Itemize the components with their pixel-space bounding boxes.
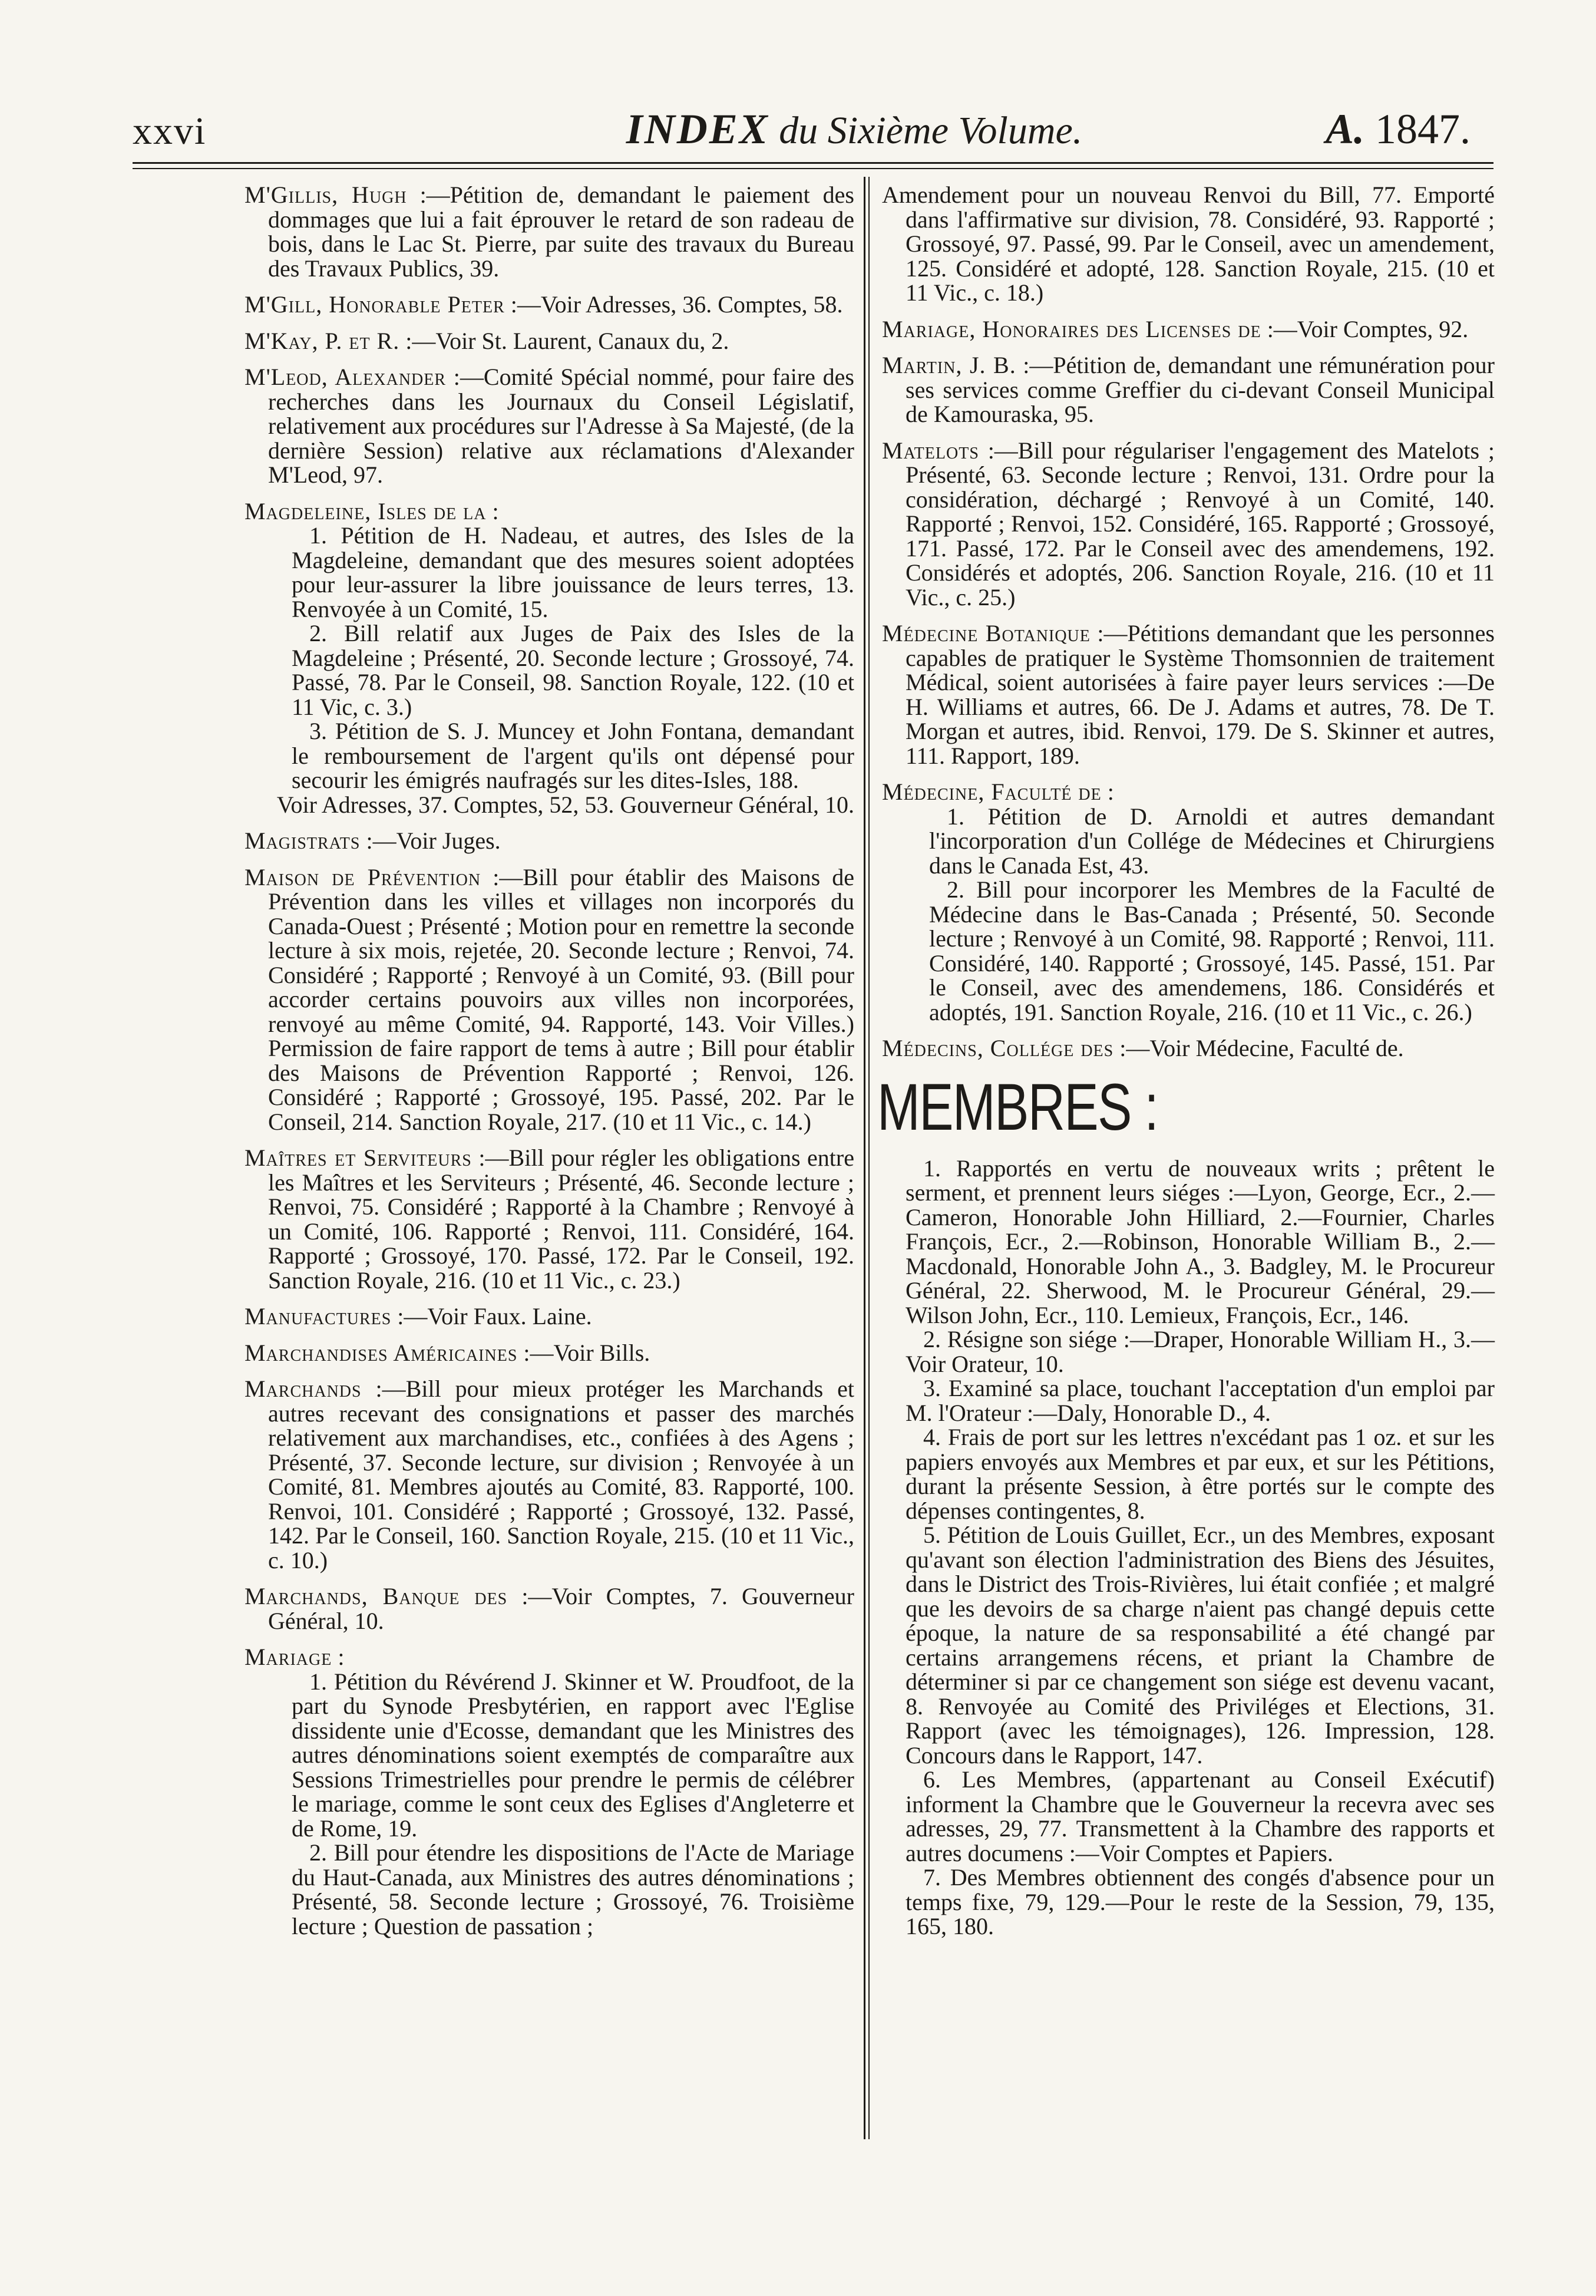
entry-heading: Maison de Prévention — [244, 863, 481, 890]
index-entry — [244, 183, 854, 281]
entry-text: :—Pétition de, demandant le paiement des dommages que lui a fait éprouver le retard de son radeau de bois, dans le Lac St. Pierre, par suite des travaux du Bureau des Travaux Publics, 39. — [268, 182, 854, 282]
sub-entry: 2. Bill pour incorporer les Membres de la Faculté de Médecine dans le Bas-Canada ; Présenté, 50. Seconde lecture ; Renvoyé à un Comité, 98. Rapporté ; Renvoi, 111. Considéré, 140. Rapporté ; Grossoyé, 145. Passé, 151. Par le Conseil, avec des amendemens, 186. Considérés et adoptés, 191. Sanction Royale, 216. (10 et 11 Vic., c. 26.) — [929, 876, 1495, 1025]
entry-heading: M'Leod, Alexander — [244, 364, 447, 390]
index-entry — [244, 1645, 854, 1938]
entry-text: :—Voir Adresses, 36. Comptes, 58. — [504, 291, 843, 318]
sub-entry: 2. Bill pour étendre les dispositions de l'Acte de Mariage du Haut-Canada, aux Ministres des autres dénominations ; Présenté, 58. Seconde lecture ; Grossoyé, 76. Troisième lecture ; Question de passation ; — [292, 1839, 854, 1939]
entry-heading: Mariage, Honoraires des Licenses de — [882, 315, 1261, 342]
entry-heading: Médecine, Faculté de — [882, 778, 1102, 805]
right-column-entries — [882, 183, 1495, 1061]
membres-items — [882, 1156, 1495, 1939]
index-entry — [244, 865, 854, 1134]
running-header — [0, 0, 1596, 165]
column-divider — [864, 177, 865, 2139]
index-entry — [882, 317, 1495, 342]
entry-text: :—Voir Comptes, 7. Gouverneur Général, 10. — [268, 1583, 855, 1634]
membres-item: 7. Des Membres obtiennent des congés d'absence pour un temps fixe, 79, 129.—Pour le reste de la Session, 79, 135, 165, 180. — [906, 1864, 1495, 1939]
index-entry — [244, 1377, 854, 1572]
entry-heading: M'Kay, P. et R. — [244, 327, 400, 354]
entry-text: :—Bill pour mieux protéger les Marchands et autres recevant des consignations et passer des marchés relativement aux marchandises, etc., confiées à des Agens ; Présenté, 37. Seconde lecture, sur division ; Renvoyée à un Comité, 81. Membres ajoutés au Comité, 83. Rapporté, 100. Renvoi, 101. Considéré ; Rapporté ; Grossoyé, 132. Passé, 142. Par le Conseil, 160. Sanction Royale, 215. (10 et 11 Vic., c. 10.) — [268, 1375, 854, 1573]
index-entry — [244, 1146, 854, 1292]
entry-text: :—Pétition de, demandant une rémunération pour ses services comme Greffier du ci-devant Conseil Municipal de Kamouraska, 95. — [906, 352, 1495, 427]
entry-text: :—Voir Médecine, Faculté de. — [1113, 1035, 1404, 1061]
membres-item: 6. Les Membres, (appartenant au Conseil Exécutif) informent la Chambre que le Gouverneur la recevra avec ses adresses, 29, 77. Transmettent à la Chambre des rapports et autres documens :—Voir Comptes et Papiers. — [906, 1766, 1495, 1866]
entry-text: :—Voir Juges. — [360, 827, 501, 854]
entry-text: : — [1101, 778, 1114, 805]
running-title — [589, 105, 1119, 154]
index-entry — [244, 1341, 854, 1365]
index-entry — [244, 1304, 854, 1329]
sub-entry: 2. Bill relatif aux Juges de Paix des Isles de la Magdeleine ; Présenté, 20. Seconde lecture ; Grossoyé, 74. Passé, 78. Par le Conseil, 98. Sanction Royale, 122. (10 et 11 Vic, c. 3.) — [292, 620, 854, 720]
membres-heading: MEMBRES : — [877, 1070, 1158, 1144]
letter-year — [1326, 105, 1471, 154]
membres-item: 4. Frais de port sur les lettres n'excédant pas 1 oz. et sur les papiers envoyés aux Membres et par eux, et sur les Pétitions, durant la présente Session, à être portés sur le compte des dépenses contingentes, 8. — [906, 1424, 1495, 1524]
index-entry — [244, 292, 854, 317]
entry-heading: Mariage — [244, 1644, 332, 1670]
index-entry — [882, 438, 1495, 610]
column-divider-thin — [868, 177, 870, 2139]
entry-text: :—Voir Bills. — [517, 1339, 650, 1366]
entry-heading: M'Gillis, Hugh — [244, 182, 407, 208]
entry-heading: Magistrats — [244, 827, 361, 854]
index-entry — [882, 353, 1495, 427]
entry-heading: Marchands — [244, 1375, 362, 1402]
entry-text: Amendement pour un nouveau Renvoi du Bill, 77. Emporté dans l'affirmative sur division, 78. Considéré, 93. Rapporté ; Grossoyé, 97. Passé, 99. Par le Conseil, avec un amendement, 125. Considéré et adopté, 128. Sanction Royale, 215. (10 et 11 Vic., c. 18.) — [882, 182, 1495, 306]
entry-text: :—Bill pour régler les obligations entre les Maîtres et les Serviteurs ; Présenté, 46. Seconde lecture ; Renvoi, 75. Considéré ; Rapporté à la Chambre ; Renvoyé à un Comité, 106. Rapporté ; Renvoi, 111. Considéré, 164. Rapporté ; Grossoyé, 170. Passé, 172. Par le Conseil, 192. Sanction Royale, 216. (10 et 11 Vic., c. 23.) — [268, 1144, 854, 1294]
entry-heading: Marchandises Américaines — [244, 1339, 518, 1366]
membres-item: 5. Pétition de Louis Guillet, Ecr., un des Membres, exposant qu'avant son élection l'administration des Biens des Jésuites, dans le District des Trois-Rivières, lui était confiée ; et malgré que les devoirs de sa charge n'aient pas changé depuis cette époque, la nature de sa responsabilité a été changé par certains arrangemens récens, et priant la Chambre de déterminer si par ce changement son siége est devenu vacant, 8. Renvoyée au Comité des Priviléges et Elections, 31. Rapport (avec les témoignages), 126. Impression, 128. Concours dans le Rapport, 147. — [906, 1522, 1495, 1769]
entry-heading: Marchands, Banque des — [244, 1583, 508, 1609]
index-entry — [244, 1584, 854, 1633]
entry-heading: Médecins, Collége des — [882, 1035, 1114, 1061]
entry-text: :—Pétitions demandant que les personnes capables de pratiquer le Système Thomsonnien de traitement Médical, soient autorisées à faire payer leurs services :—De H. Williams et autres, 66. De J. Adams et autres, 78. De T. Morgan et autres, ibid. Renvoi, 179. De S. Skinner et autres, 111. Rapport, 189. — [906, 620, 1495, 769]
entry-heading: Maîtres et Serviteurs — [244, 1144, 472, 1171]
entry-heading: M'Gill, Honorable Peter — [244, 291, 505, 318]
index-entry — [244, 365, 854, 487]
running-title-rest: du Sixième Volume. — [769, 109, 1083, 152]
index-letter: A. — [1326, 105, 1365, 153]
see-also: Voir Adresses, 37. Comptes, 52, 53. Gouverneur Général, 10. — [276, 791, 854, 818]
index-entry — [882, 1036, 1495, 1061]
index-entry — [882, 183, 1495, 305]
left-column — [244, 183, 854, 1950]
entry-text: :—Voir St. Laurent, Canaux du, 2. — [399, 327, 729, 354]
index-entry — [244, 499, 854, 817]
entry-heading: Magdeleine, Isles de la — [244, 497, 487, 524]
header-rule — [133, 162, 1493, 164]
membres-item: 3. Examiné sa place, touchant l'acceptation d'un emploi par M. l'Orateur :—Daly, Honorable D., 4. — [906, 1375, 1495, 1426]
membres-item: 2. Résigne son siége :—Draper, Honorable William H., 3.—Voir Orateur, 10. — [906, 1326, 1495, 1377]
page-number: xxvi — [133, 110, 207, 153]
index-entry — [244, 829, 854, 853]
entry-heading: Martin, J. B. — [882, 352, 1016, 378]
entry-text: : — [332, 1644, 345, 1670]
sub-entry: 1. Pétition de H. Nadeau, et autres, des Isles de la Magdeleine, demandant que des mesures soient adoptées pour leur-assurer la libre jouissance de leurs terres, 13. Renvoyée à un Comité, 15. — [292, 522, 854, 622]
index-entry — [882, 780, 1495, 1024]
index-entry — [882, 621, 1495, 768]
entry-heading: Manufactures — [244, 1303, 392, 1330]
header-rule-thin — [133, 168, 1493, 169]
membres-item: 1. Rapportés en vertu de nouveaux writs ; prêtent le serment, et prennent leurs siéges :—Lyon, George, Ecr., 2.—Cameron, Honorable John Hilliard, 2.—Fournier, Charles François, Ecr., 2.—Robinson, Honorable William B., 2.—Macdonald, Honorable John A., 3. Badgley, M. le Procureur Général, 22. Sherwood, M. le Procureur Général, 29.—Wilson John, Ecr., 110. Lemieux, François, Ecr., 146. — [906, 1154, 1495, 1328]
year: 1847. — [1375, 105, 1471, 153]
running-title-index: INDEX — [626, 105, 769, 153]
sub-entry: 3. Pétition de S. J. Muncey et John Fontana, demandant le remboursement de l'argent qu'ils ont dépensé pour secourir les émigrés naufragés sur les dites-Isles, 188. — [292, 718, 854, 793]
entry-text: : — [486, 497, 499, 524]
entry-heading: Matelots — [882, 437, 979, 464]
sub-entry: 1. Pétition de D. Arnoldi et autres demandant l'incorporation d'un Collége de Médecines et Chirurgiens dans le Canada Est, 43. — [929, 803, 1495, 879]
entry-text: :—Comité Spécial nommé, pour faire des recherches dans les Journaux du Conseil Législatif, relativement aux procédures sur l'Adresse à Sa Majesté, (de la dernière Session) relative aux réclamations d'Alexander M'Leod, 97. — [268, 364, 854, 488]
entry-text: :—Bill pour établir des Maisons de Prévention dans les villes et villages non incorporés du Canada-Ouest ; Présenté ; Motion pour en remettre la seconde lecture à six mois, rejetée, 20. Seconde lecture ; Renvoi, 74. Considéré ; Rapporté ; Renvoyé à un Comité, 93. (Bill pour accorder certains pouvoirs aux villes non incorporées, renvoyé au même Comité, 94. Rapporté, 143. Voir Villes.) Permission de faire rapport de tems à autre ; Bill pour établir des Maisons de Prévention Rapporté ; Renvoi, 126. Considéré ; Rapporté ; Grossoyé, 195. Passé, 202. Par le Conseil, 214. Sanction Royale, 217. (10 et 11 Vic., c. 14.) — [268, 863, 855, 1135]
entry-text: :—Bill pour régulariser l'engagement des Matelots ; Présenté, 63. Seconde lecture ; Renvoi, 131. Ordre pour la considération, déchargé ; Renvoyé à un Comité, 140. Rapporté ; Renvoi, 152. Considéré, 165. Rapporté ; Grossoyé, 171. Passé, 172. Par le Conseil avec des amendemens, 192. Considérés et adoptés, 206. Sanction Royale, 216. (10 et 11 Vic., c. 25.) — [906, 437, 1495, 611]
index-entry — [244, 329, 854, 354]
entry-text: :—Voir Faux. Laine. — [391, 1303, 592, 1330]
entry-heading: Médecine Botanique — [882, 620, 1091, 646]
right-column — [877, 182, 1495, 1939]
entry-text: :—Voir Comptes, 92. — [1261, 315, 1469, 342]
sub-entry: 1. Pétition du Révérend J. Skinner et W. Proudfoot, de la part du Synode Presbytérien, en rapport avec l'Eglise dissidente unie d'Ecosse, demandant que les Ministres des autres dénominations soient exemptés de comparaître aux Sessions Trimestrielles pour prendre le permis de célébrer le mariage, comme le sont ceux des Eglises d'Angleterre et de Rome, 19. — [292, 1668, 854, 1842]
